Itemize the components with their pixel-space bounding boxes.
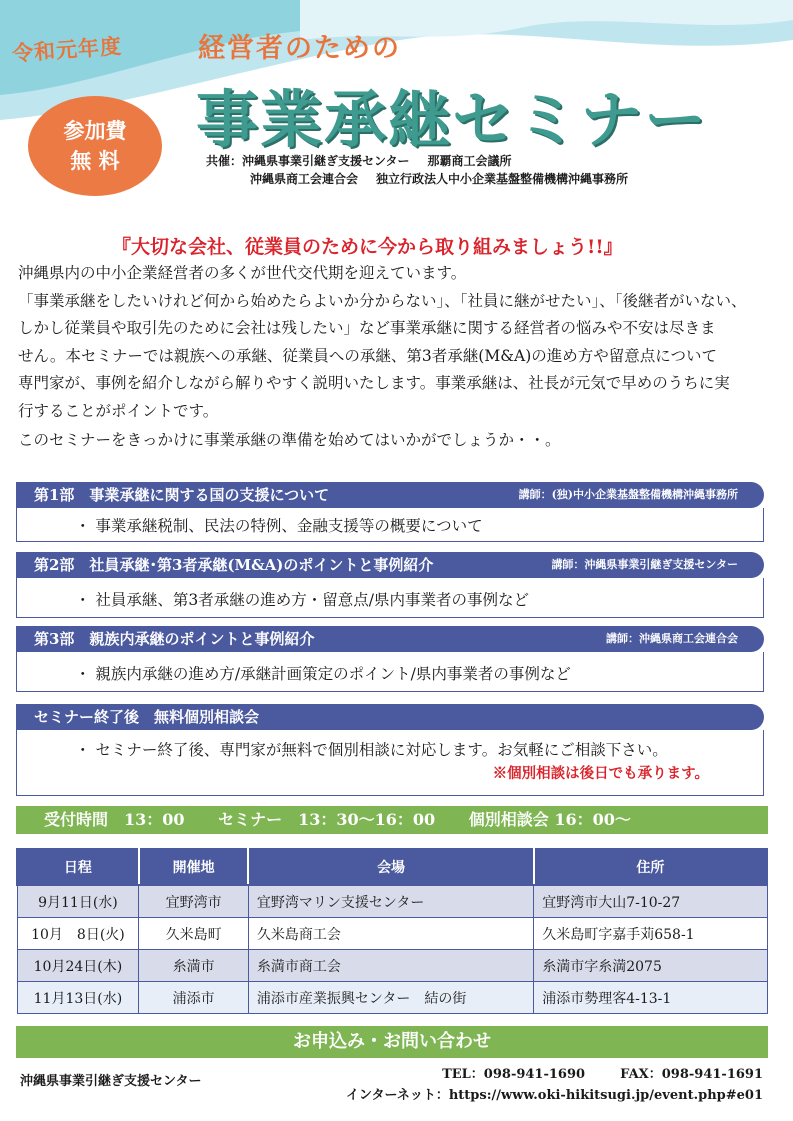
part-lecturer: 講師：沖縄県商工会連合会 [606, 632, 738, 645]
part-body: ・ 親族内承継の進め方/承継計画策定のポイント/県内事業者の事例など [16, 652, 764, 692]
subtitle: 経営者のための [198, 33, 401, 64]
part-body: ・ 事業承継税制、民法の特例、金融支援等の概要について [16, 508, 764, 542]
part-body: ・ 社員承継、第3者承継の進め方・留意点/県内事業者の事例など [16, 578, 764, 618]
program-part-1 [16, 482, 764, 542]
cell-city: 糸満市 [139, 950, 249, 982]
part-header [16, 482, 764, 508]
table-row [17, 982, 767, 1014]
column-header: 会場 [248, 849, 533, 885]
catchphrase: 『大切な会社、従業員のために今から取り組みましょう!!』 [112, 236, 623, 258]
part-body-text: ・ セミナー終了後、専門家が無料で個別相談に対応します。お気軽にご相談下さい。 [75, 741, 668, 759]
column-header: 開催地 [139, 849, 249, 885]
cell-city: 浦添市 [139, 982, 249, 1014]
cohost-item: 独立行政法人中小企業基盤整備機構沖縄事務所 [376, 172, 629, 186]
phone-number: TEL：098-941-1690 [442, 1067, 586, 1082]
website-link[interactable]: インターネット：https://www.oki-hikitsugi.jp/event.php#e01 [346, 1088, 763, 1103]
cell-city: 久米島町 [139, 918, 249, 950]
part-lecturer: 講師：沖縄県事業引継ぎ支援センター [551, 558, 738, 571]
consult-time: 個別相談会 16：00～ [468, 810, 631, 829]
reception-time: 受付時間 13：00 [44, 810, 185, 829]
cohost-list [206, 152, 628, 188]
cell-address: 宜野湾市大山7-10-27 [534, 885, 767, 918]
cell-date: 11月13日(水) [17, 982, 139, 1014]
program-part-consult [16, 704, 764, 796]
part-note: ※個別相談は後日でも承ります。 [492, 765, 709, 782]
part-title: 第1部 事業承継に関する国の支援について [34, 486, 330, 504]
column-header: 住所 [534, 849, 767, 885]
cohost-item: 沖縄県商工会連合会 [250, 172, 359, 186]
intro-line: 沖縄県内の中小企業経営者の多くが世代交代期を迎えています。 [18, 264, 467, 282]
seminar-time: セミナー 13：30～16：00 [218, 810, 436, 829]
cell-venue: 宜野湾マリン支援センター [248, 885, 533, 918]
cell-venue: 久米島商工会 [248, 918, 533, 950]
inquiry-bar: お申込み・お問い合わせ [16, 1026, 768, 1058]
page-title: 事業承継セミナー [196, 83, 709, 156]
table-header-row [17, 849, 767, 885]
part-title: セミナー終了後 無料個別相談会 [34, 708, 260, 726]
table-row [17, 918, 767, 950]
part-title: 第2部 社員承継･第3者承継(M&A)のポイントと事例紹介 [34, 556, 434, 574]
intro-line: このセミナーをきっかけに事業承継の準備を始めてはいかがでしょうか・・。 [18, 431, 561, 449]
fax-number: FAX：098-941-1691 [620, 1067, 763, 1082]
part-lecturer: 講師：(独)中小企業基盤整備機構沖縄事務所 [518, 488, 738, 501]
time-bar [16, 806, 768, 834]
intro-line: しかし従業員や取引先のために会社は残したい」など事業承継に関する経営者の悩みや不安は尽きま [18, 319, 716, 337]
cell-address: 糸満市字糸満2075 [534, 950, 767, 982]
part-body [16, 730, 764, 796]
schedule-table [16, 848, 768, 1014]
fee-label: 参加費 [63, 119, 127, 143]
intro-line: せん。本セミナーでは親族への承継、従業員への承継、第3者承継(M&A)の進め方や留意点について [18, 346, 717, 365]
fee-badge [28, 96, 162, 196]
year-label: 令和元年度 [11, 34, 123, 66]
intro-line: 行することがポイントです。 [18, 401, 219, 420]
cohost-item: 沖縄県事業引継ぎ支援センター [242, 154, 410, 168]
program-part-3 [16, 626, 764, 692]
part-header [16, 552, 764, 578]
cell-venue: 糸満市商工会 [248, 950, 533, 982]
cell-address: 浦添市勢理客4-13-1 [534, 982, 767, 1014]
program-part-2 [16, 552, 764, 618]
table-row [17, 885, 767, 918]
organization-name: 沖縄県事業引継ぎ支援センター [20, 1074, 202, 1089]
cell-venue: 浦添市産業振興センター 結の街 [248, 982, 533, 1014]
cohost-item: 那覇商工会議所 [427, 154, 512, 168]
part-header [16, 704, 764, 730]
column-header: 日程 [17, 849, 139, 885]
cell-city: 宜野湾市 [139, 885, 249, 918]
intro-text [18, 260, 778, 455]
part-title: 第3部 親族内承継のポイントと事例紹介 [34, 630, 315, 648]
cohost-label: 共催： [206, 154, 243, 168]
contact-info [346, 1064, 763, 1106]
table-row [17, 950, 767, 982]
part-header [16, 626, 764, 652]
cell-date: 10月 8日(火) [17, 918, 139, 950]
intro-line: 「事業承継をしたいけれど何から始めたらよいか分からない」、「社員に継がせたい」、「後継者がいない、 [18, 291, 747, 310]
cell-address: 久米島町字嘉手苅658-1 [534, 918, 767, 950]
cell-date: 10月24日(木) [17, 950, 139, 982]
cell-date: 9月11日(水) [17, 885, 139, 918]
fee-value: 無 料 [70, 149, 120, 173]
intro-line: 専門家が、事例を紹介しながら解りやすく説明いたします。事業承継は、社長が元気で早めのうちに実 [18, 374, 730, 392]
